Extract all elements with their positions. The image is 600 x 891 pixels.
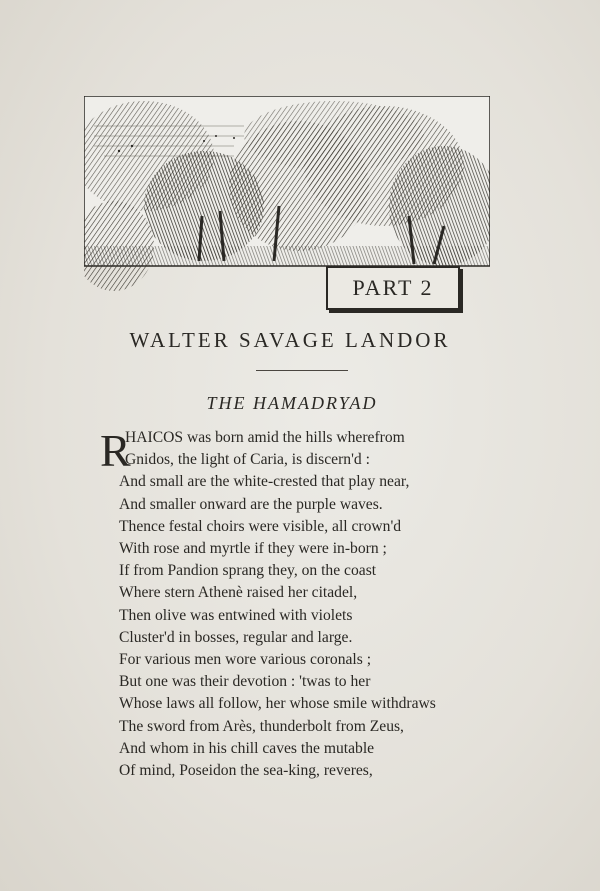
poem-body [100, 427, 520, 782]
drop-cap: R [100, 425, 131, 476]
poem-line: HAICOS was born amid the hills wherefrom [125, 429, 405, 446]
poem-line: And whom in his chill caves the mutable [119, 739, 375, 757]
poem-line: And smaller onward are the purple waves. [119, 495, 383, 513]
author-heading: WALTER SAVAGE LANDOR [129, 328, 451, 352]
poem-line: And small are the white-crested that play near, [119, 473, 410, 491]
poem-line: For various men wore various coronals ; [119, 651, 372, 669]
poem-line: With rose and myrtle if they were in-born ; [119, 540, 387, 558]
poem-line: Gnidos, the light of Caria, is discern'd : [125, 451, 370, 469]
poem-line: Cluster'd in bosses, regular and large. [119, 628, 353, 646]
poem-line: Thence festal choirs were visible, all crown'd [119, 517, 402, 535]
part-label: PART 2 [326, 266, 460, 310]
poem-line: Of mind, Poseidon the sea-king, reveres, [119, 762, 373, 780]
divider-rule [256, 370, 348, 371]
poem-title: THE HAMADRYAD [206, 393, 378, 413]
poem-line: Where stern Athenè raised her citadel, [119, 584, 358, 602]
poem-line: If from Pandion sprang they, on the coast [119, 562, 377, 580]
poem-line: The sword from Arès, thunderbolt from Zeus, [119, 717, 404, 735]
poem-line: Whose laws all follow, her whose smile withdraws [119, 695, 436, 713]
poem-line: Then olive was entwined with violets [119, 606, 353, 624]
poem-line: But one was their devotion : 'twas to her [119, 673, 371, 691]
